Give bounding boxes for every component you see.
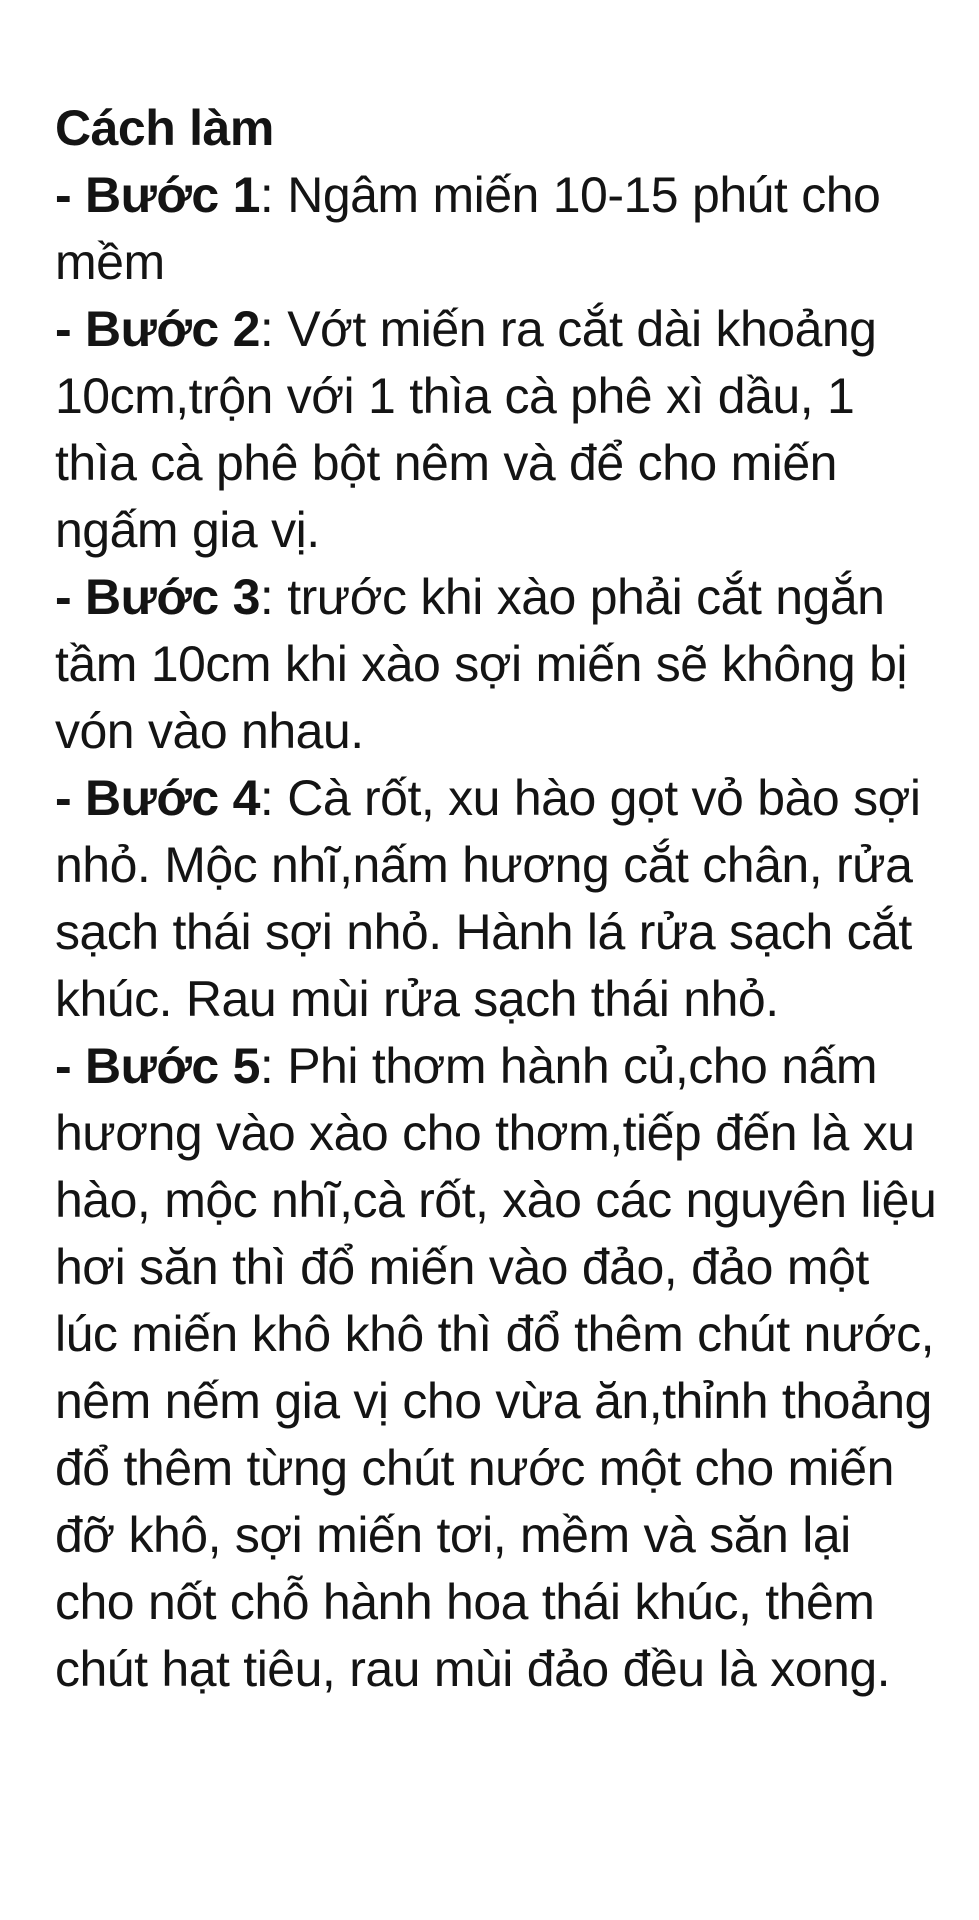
step-1-text: : Ngâm miến 10-15 phút cho mềm bbox=[55, 167, 881, 290]
step-4-label: - Bước 4 bbox=[55, 770, 260, 826]
step-2-label: - Bước 2 bbox=[55, 301, 260, 357]
step-5-label: - Bước 5 bbox=[55, 1038, 260, 1094]
recipe-heading: Cách làm bbox=[55, 100, 274, 156]
recipe-step-4 bbox=[55, 765, 937, 1033]
step-2-text: : Vớt miến ra cắt dài khoảng 10cm,trộn với 1 thìa cà phê xì dầu, 1 thìa cà phê bột nêm và để cho miến ngấm gia vị. bbox=[55, 301, 877, 558]
recipe-step-5 bbox=[55, 1033, 937, 1703]
step-3-text: : trước khi xào phải cắt ngắn tầm 10cm khi xào sợi miến sẽ không bị vón vào nhau. bbox=[55, 569, 908, 759]
recipe-step-1 bbox=[55, 162, 937, 296]
recipe-step-3 bbox=[55, 564, 937, 765]
step-3-label: - Bước 3 bbox=[55, 569, 260, 625]
recipe-step-2 bbox=[55, 296, 937, 564]
step-5-text: : Phi thơm hành củ,cho nấm hương vào xào cho thơm,tiếp đến là xu hào, mộc nhĩ,cà rốt, xào các nguyên liệu hơi săn thì đổ miến vào đảo, đảo một lúc miến khô khô thì đổ thêm chút nước, nêm nếm gia vị cho vừa ăn,thỉnh thoảng đổ thêm từng chút nước một cho miến đỡ khô, sợi miến tơi, mềm và săn lại cho nốt chỗ hành hoa thái khúc, thêm chút hạt tiêu, rau mùi đảo đều là xong. bbox=[55, 1038, 937, 1697]
step-1-label: - Bước 1 bbox=[55, 167, 260, 223]
step-4-text: : Cà rốt, xu hào gọt vỏ bào sợi nhỏ. Mộc nhĩ,nấm hương cắt chân, rửa sạch thái sợi nhỏ. Hành lá rửa sạch cắt khúc. Rau mùi rửa sạch thái nhỏ. bbox=[55, 770, 921, 1027]
